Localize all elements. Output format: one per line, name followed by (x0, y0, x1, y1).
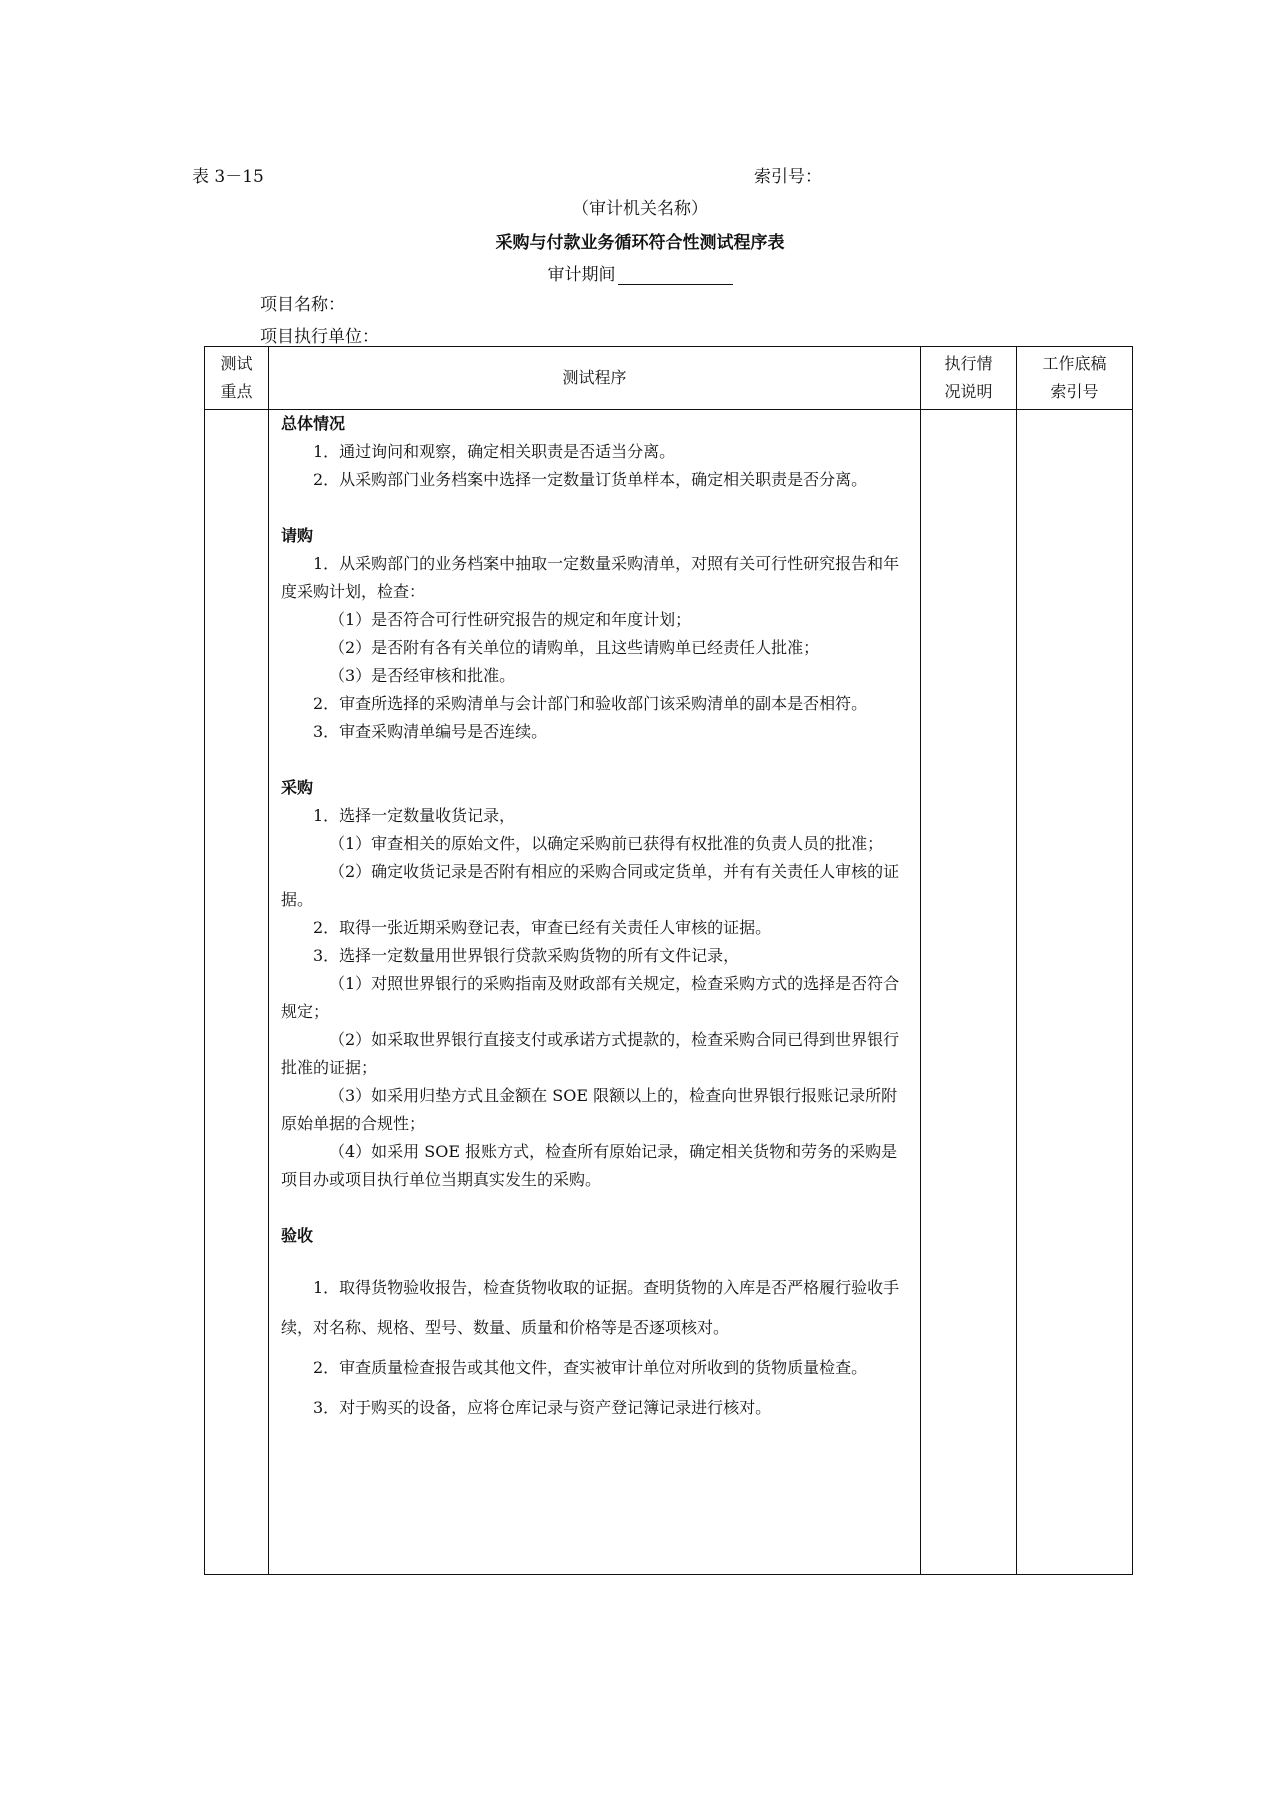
requisition-item-3: 3．审查采购清单编号是否连续。 (313, 722, 548, 741)
purchase-sub-4: （2）如采取世界银行直接支付或承诺方式提款的，检查采购合同已得到世界银行批准的证据； (281, 1030, 900, 1077)
project-unit-label: 项目执行单位： (260, 327, 379, 347)
table-body-row (205, 410, 1133, 1575)
requisition-sub-3: （3）是否经审核和批准。 (329, 666, 516, 685)
overall-item-1: 1．通过询问和观察，确定相关职责是否适当分离。 (313, 442, 676, 461)
header-execution-line1: 执行情 (944, 354, 993, 373)
project-name-label: 项目名称： (260, 295, 345, 315)
header-workpaper-index (1017, 347, 1133, 410)
requisition-item-2: 2．审查所选择的采购清单与会计部门和验收部门该采购清单的副本是否相符。 (313, 694, 868, 713)
table-header-row (205, 347, 1133, 410)
header-test-procedure: 测试程序 (269, 347, 921, 410)
acceptance-item-1: 1．取得货物验收报告，检查货物收取的证据。查明货物的入库是否严格履行验收手续，对名称、规格、型号、数量、质量和价格等是否逐项核对。 (281, 1278, 900, 1337)
section-title-requisition: 请购 (281, 526, 314, 545)
test-focus-cell (205, 410, 269, 1575)
header-test-focus-line2: 重点 (220, 382, 253, 401)
header-test-focus-line1: 测试 (220, 354, 253, 373)
test-procedure-table (204, 346, 1133, 1575)
agency-name: （审计机关名称） (572, 199, 708, 219)
audit-period-blank (618, 268, 733, 285)
section-title-acceptance: 验收 (281, 1226, 314, 1245)
purchase-sub-6: （4）如采用 SOE 报账方式，检查所有原始记录，确定相关货物和劳务的采购是项目办或项目执行单位当期真实发生的采购。 (281, 1142, 898, 1189)
purchase-item-1: 1．选择一定数量收货记录， (313, 806, 516, 825)
audit-period-label: 审计期间 (547, 265, 616, 285)
purchase-sub-3: （1）对照世界银行的采购指南及财政部有关规定，检查采购方式的选择是否符合规定； (281, 974, 900, 1021)
acceptance-item-3: 3．对于购买的设备，应将仓库记录与资产登记簿记录进行核对。 (313, 1398, 772, 1417)
purchase-item-2: 2．取得一张近期采购登记表，审查已经有关责任人审核的证据。 (313, 918, 772, 937)
index-number-label: 索引号： (754, 167, 822, 187)
header-workpaper-line2: 索引号 (1050, 382, 1099, 401)
purchase-sub-5: （3）如采用归垫方式且金额在 SOE 限额以上的，检查向世界银行报账记录所附原始单据的合规性； (281, 1086, 898, 1133)
requisition-sub-2: （2）是否附有各有关单位的请购单，且这些请购单已经责任人批准； (329, 638, 820, 657)
header-workpaper-line1: 工作底稿 (1042, 354, 1107, 373)
section-title-purchase: 采购 (281, 778, 314, 797)
workpaper-index-cell (1017, 410, 1133, 1575)
purchase-item-3: 3．选择一定数量用世界银行贷款采购货物的所有文件记录， (313, 946, 740, 965)
test-procedure-cell (269, 410, 921, 1575)
overall-item-2: 2．从采购部门业务档案中选择一定数量订货单样本，确定相关职责是否分离。 (313, 470, 868, 489)
table-number: 表 3－15 (192, 167, 264, 187)
header-execution-notes (921, 347, 1017, 410)
section-title-overall: 总体情况 (281, 414, 346, 433)
page-title: 采购与付款业务循环符合性测试程序表 (495, 233, 785, 253)
requisition-item-1: 1．从采购部门的业务档案中抽取一定数量采购清单，对照有关可行性研究报告和年度采购计划，检查： (281, 554, 900, 601)
header-test-focus (205, 347, 269, 410)
header-execution-line2: 况说明 (944, 382, 993, 401)
requisition-sub-1: （1）是否符合可行性研究报告的规定和年度计划； (329, 610, 692, 629)
purchase-sub-2: （2）确定收货记录是否附有相应的采购合同或定货单，并有有关责任人审核的证据。 (281, 862, 900, 909)
execution-notes-cell (921, 410, 1017, 1575)
purchase-sub-1: （1）审查相关的原始文件，以确定采购前已获得有权批准的负责人员的批准； (329, 834, 884, 853)
audit-period (0, 260, 1280, 285)
acceptance-item-2: 2．审查质量检查报告或其他文件，查实被审计单位对所收到的货物质量检查。 (313, 1358, 868, 1377)
